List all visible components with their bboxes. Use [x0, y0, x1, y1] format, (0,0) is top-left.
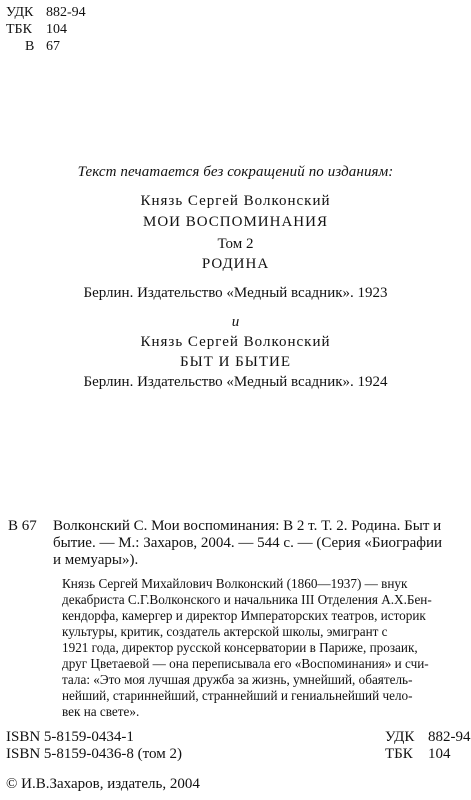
book1-subtitle: РОДИНА — [201, 256, 270, 272]
annotation-line: век на свете». — [62, 704, 140, 719]
tbk-value: 104 — [46, 22, 67, 37]
bibliographic-line: и мемуары»). — [53, 552, 139, 568]
tbk-label: ТБК — [385, 746, 413, 762]
annotation-line: друг Цветаевой — она переписывала его «Воспоминания» и счи- — [62, 656, 429, 671]
card-code: В 67 — [8, 518, 37, 534]
isbn-line: ISBN 5-8159-0436-8 (том 2) — [6, 746, 182, 762]
bottom-classification-codes — [385, 729, 471, 763]
edition-intro: Текст печатается без сокращений по изданиям: — [77, 164, 394, 180]
annotation-line: кендорфа, камергер и директор Императорских театров, историк — [62, 608, 426, 623]
annotation-line: 1921 года, директор русской консерватории в Париже, прозаик, — [62, 640, 418, 655]
book1-title: МОИ ВОСПОМИНАНИЯ — [143, 214, 328, 230]
book1-author: Князь Сергей Волконский — [140, 193, 331, 209]
tbk-label: ТБК — [6, 22, 32, 37]
bibliographic-line: бытие. — М.: Захаров, 2004. — 544 с. — (Серия «Биографии — [53, 535, 443, 551]
author-mark-value: 67 — [46, 39, 60, 54]
udk-label: УДК — [385, 729, 415, 745]
annotation-line: тала: «Это моя лучшая дружба за жизнь, умнейший, обаятель- — [62, 672, 413, 687]
author-mark-row — [6, 38, 86, 55]
annotation — [62, 576, 467, 720]
annotation-line: Князь Сергей Михайлович Волконский (1860—1937) — внук — [62, 576, 408, 591]
udk-value: 882-94 — [428, 729, 471, 745]
udk-code-row — [6, 4, 86, 21]
annotation-line: культуры, критик, создатель актерской школы, эмигрант с — [62, 624, 388, 639]
book2-imprint: Берлин. Издательство «Медный всадник». 1924 — [83, 374, 388, 390]
bibliographic-line: Волконский С. Мои воспоминания: В 2 т. Т. 2. Родина. Быт и — [53, 518, 442, 534]
copyright-notice: © И.В.Захаров, издатель, 2004 — [6, 776, 200, 792]
book1-imprint: Берлин. Издательство «Медный всадник». 1923 — [83, 285, 388, 301]
edition-conjunction: и — [231, 314, 240, 330]
annotation-line: нейший, стариннейший, страннейший и гениальнейший чело- — [62, 688, 413, 703]
author-mark-label: В — [25, 39, 35, 54]
book2-author: Князь Сергей Волконский — [140, 334, 331, 350]
bibliographic-description — [53, 518, 463, 569]
tbk-value: 104 — [428, 746, 451, 762]
isbn-line: ISBN 5-8159-0434-1 — [6, 729, 134, 745]
tbk-code-row — [385, 746, 471, 763]
udk-label: УДК — [6, 5, 34, 20]
annotation-line: декабриста С.Г.Волконского и начальника III Отделения А.Х.Бен- — [62, 592, 432, 607]
book1-volume: Том 2 — [217, 236, 254, 252]
top-classification-codes — [6, 4, 86, 55]
udk-code-row — [385, 729, 471, 746]
tbk-code-row — [6, 21, 86, 38]
book2-title: БЫТ И БЫТИЕ — [179, 354, 292, 370]
udk-value: 882-94 — [46, 5, 86, 20]
